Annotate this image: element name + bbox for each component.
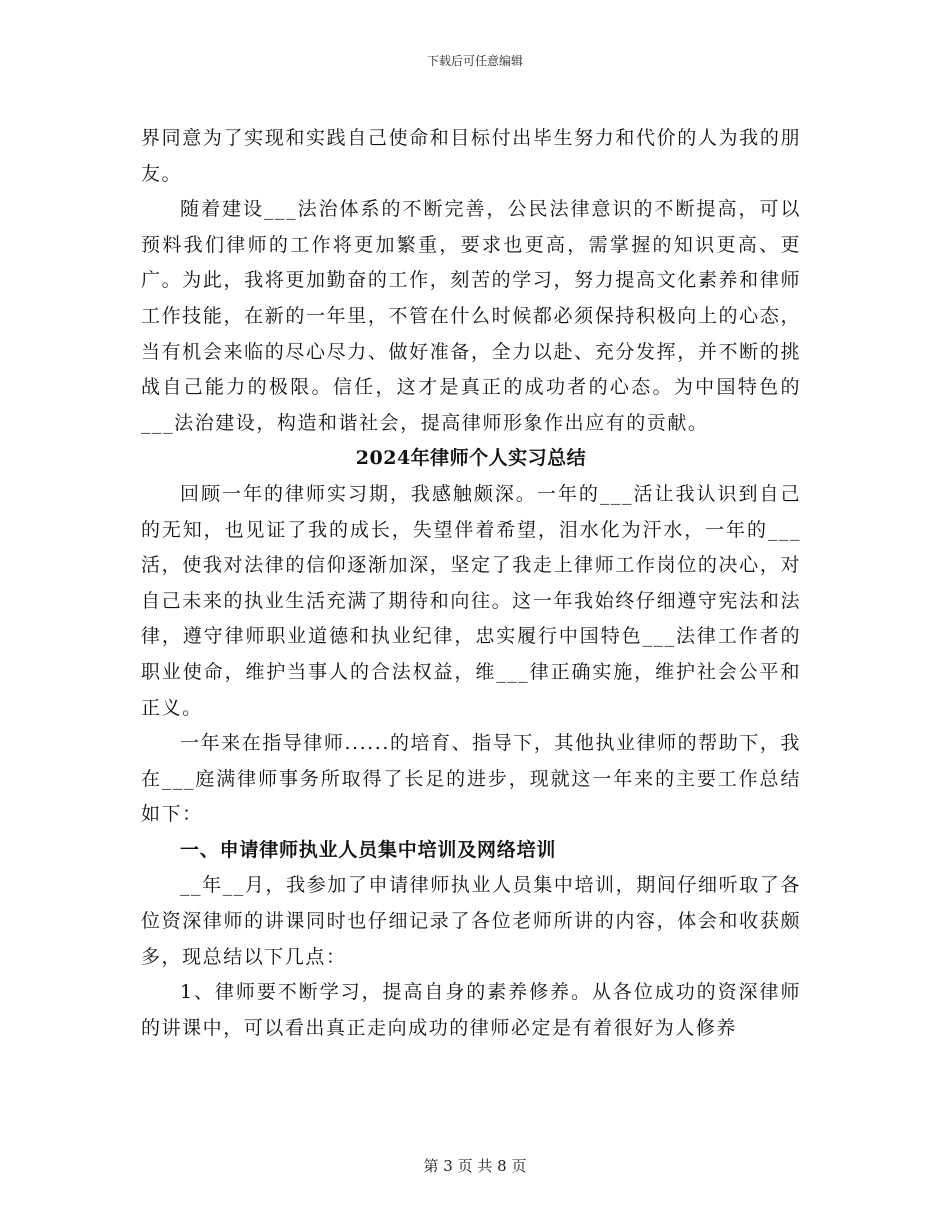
paragraph-2: 随着建设___法治体系的不断完善，公民法律意识的不断提高，可以预料我们律师的工作将更加繁重，要求也更高，需掌握的知识更高、更广。为此，我将更加勤奋的工作，刻苦的学习，努力提高文化素养和律师工作技能，在新的一年里，不管在什么时候都必须保持积极向上的心态，当有机会来临的尽心尽力、做好准备，全力以赴、充分发挥，并不断的挑战自己能力的极限。信任，这才是真正的成功者的心态。为中国特色的___法治建设，构造和谐社会，提高律师形象作出应有的贡献。 bbox=[141, 198, 801, 434]
page-header: 下载后可任意编辑 bbox=[426, 54, 523, 68]
section-title: 2024年律师个人实习总结 bbox=[355, 447, 587, 470]
document-body bbox=[141, 121, 801, 1046]
paragraph-5: __年__月，我参加了申请律师执业人员集中培训，期间仔细听取了各位资深律师的讲课同时也仔细记录了各位老师所讲的内容，体会和收获颇多，现总结以下几点： bbox=[141, 874, 801, 968]
paragraph-3: 回顾一年的律师实习期，我感触颇深。一年的___活让我认识到自己的无知，也见证了我的成长，失望伴着希望，泪水化为汗水，一年的___活，使我对法律的信仰逐渐加深，坚定了我走上律师工作岗位的决心，对自己未来的执业生活充满了期待和向往。这一年我始终仔细遵守宪法和法律，遵守律师职业道德和执业纪律，忠实履行中国特色___法律工作者的职业使命，维护当事人的合法权益，维___律正确实施，维护社会公平和正义。 bbox=[141, 482, 801, 719]
heading-training: 一、申请律师执业人员集中培训及网络培训 bbox=[180, 838, 557, 861]
paragraph-6: 1、律师要不断学习，提高自身的素养修养。从各位成功的资深律师的讲课中，可以看出真正走向成功的律师必定是有着很好为人修养 bbox=[141, 981, 801, 1039]
paragraph-1: 界同意为了实现和实践自己使命和目标付出毕生努力和代价的人为我的朋友。 bbox=[141, 127, 801, 185]
page-number: 第 3 页 共 8 页 bbox=[423, 1157, 527, 1175]
paragraph-4: 一年来在指导律师......的培育、指导下，其他执业律师的帮助下，我在___庭满律师事务所取得了长足的进步，现就这一年来的主要工作总结如下： bbox=[141, 732, 801, 826]
